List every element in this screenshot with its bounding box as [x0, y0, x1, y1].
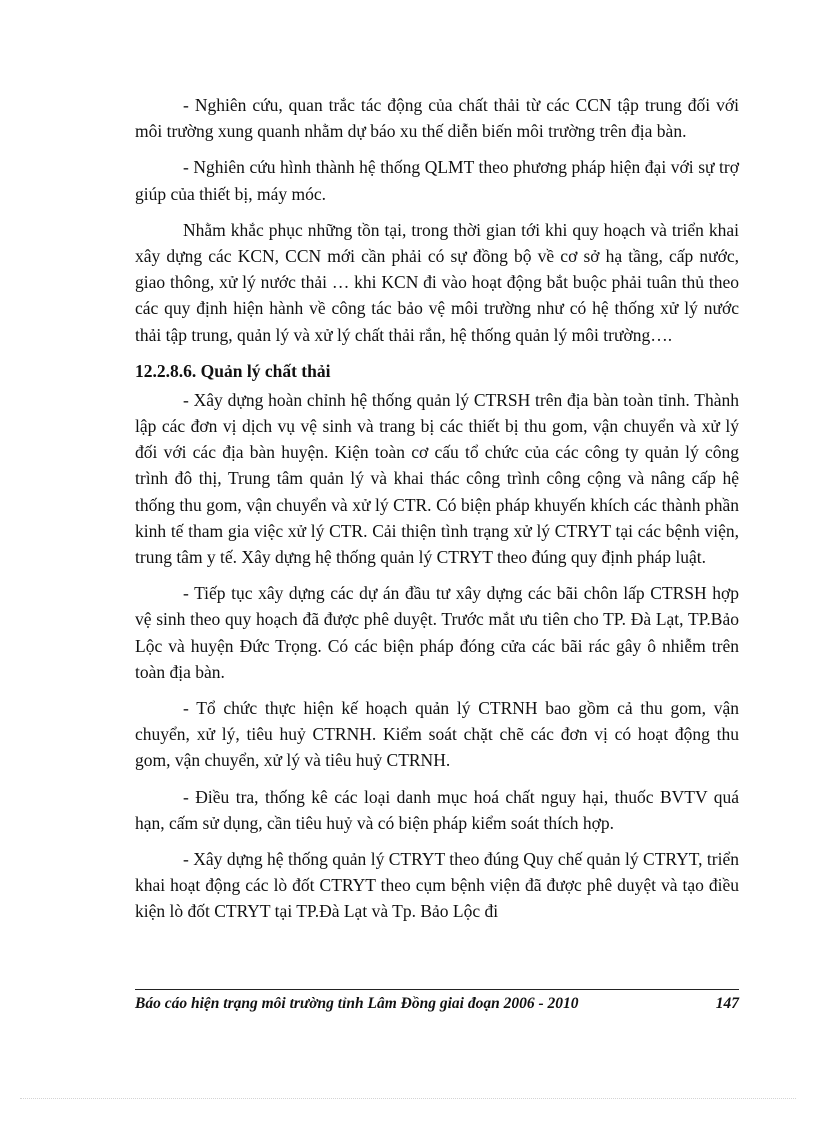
paragraph-research-impact: - Nghiên cứu, quan trắc tác động của chất thải từ các CCN tập trung đối với môi trường xung quanh nhằm dự báo xu thế diễn biến môi trường trên địa bàn.	[135, 95, 739, 142]
footer-divider	[135, 989, 739, 990]
paragraph-hazardous-waste: - Tổ chức thực hiện kế hoạch quản lý CTRNH bao gồm cả thu gom, vận chuyển, xử lý, tiêu huỷ CTRNH. Kiểm soát chặt chẽ các đơn vị có hoạt động thu gom, vận chuyển, xử lý và tiêu huỷ CTRNH.	[135, 698, 739, 771]
paragraph-landfill-projects: - Tiếp tục xây dựng các dự án đầu tư xây dựng các bãi chôn lấp CTRSH hợp vệ sinh theo quy hoạch đã được phê duyệt. Trước mắt ưu tiên cho TP. Đà Lạt, TP.Bảo Lộc và huyện Đức Trọng. Có các biện pháp đóng cửa các bãi rác gây ô nhiễm trên toàn địa bàn.	[135, 583, 739, 682]
paragraph-research-management: - Nghiên cứu hình thành hệ thống QLMT theo phương pháp hiện đại với sự trợ giúp của thiết bị, máy móc.	[135, 157, 739, 204]
page-number: 147	[715, 995, 739, 1012]
page-body	[135, 92, 739, 935]
footer-title: Báo cáo hiện trạng môi trường tỉnh Lâm Đồng giai đoạn 2006 - 2010	[135, 995, 579, 1012]
paragraph-chemical-survey: - Điều tra, thống kê các loại danh mục hoá chất nguy hại, thuốc BVTV quá hạn, cấm sử dụng, cần tiêu huỷ và có biện pháp kiểm soát thích hợp.	[135, 786, 739, 833]
bottom-dotted-line	[20, 1098, 796, 1099]
paragraph-domestic-waste: - Xây dựng hoàn chỉnh hệ thống quản lý CTRSH trên địa bàn toàn tỉnh. Thành lập các đơn vị dịch vụ vệ sinh và trang bị các thiết bị thu gom, vận chuyển và xử lý đối với các địa bàn huyện. Kiện toàn cơ cấu tổ chức của các công ty quản lý công trình đô thị, Trung tâm quản lý và khai thác công trình công cộng và nâng cấp hệ thống thu gom, vận chuyển và xử lý CTR. Có biện pháp khuyến khích các thành phần kinh tế tham gia việc xử lý CTR. Cải thiện tình trạng xử lý CTRYT tại các bệnh viện, trung tâm y tế. Xây dựng hệ thống quản lý CTRYT theo đúng quy định pháp luật.	[135, 389, 739, 568]
section-heading: 12.2.8.6. Quản lý chất thải	[135, 360, 331, 381]
paragraph-medical-waste: - Xây dựng hệ thống quản lý CTRYT theo đúng Quy chế quản lý CTRYT, triển khai hoạt động các lò đốt CTRYT theo cụm bệnh viện đã được phê duyệt và tạo điều kiện lò đốt CTRYT tại TP.Đà Lạt và Tp. Bảo Lộc đi	[135, 849, 739, 922]
paragraph-overcome-limitations: Nhằm khắc phục những tồn tại, trong thời gian tới khi quy hoạch và triển khai xây dựng các KCN, CCN mới cần phải có sự đồng bộ về cơ sở hạ tầng, cấp nước, giao thông, xử lý nước thải … khi KCN đi vào hoạt động bắt buộc phải tuân thủ theo các quy định hiện hành về công tác bảo vệ môi trường như có hệ thống xử lý nước thải tập trung, quản lý và xử lý chất thải rắn, hệ thống quản lý môi trường….	[135, 219, 739, 345]
page-footer	[135, 992, 739, 1016]
